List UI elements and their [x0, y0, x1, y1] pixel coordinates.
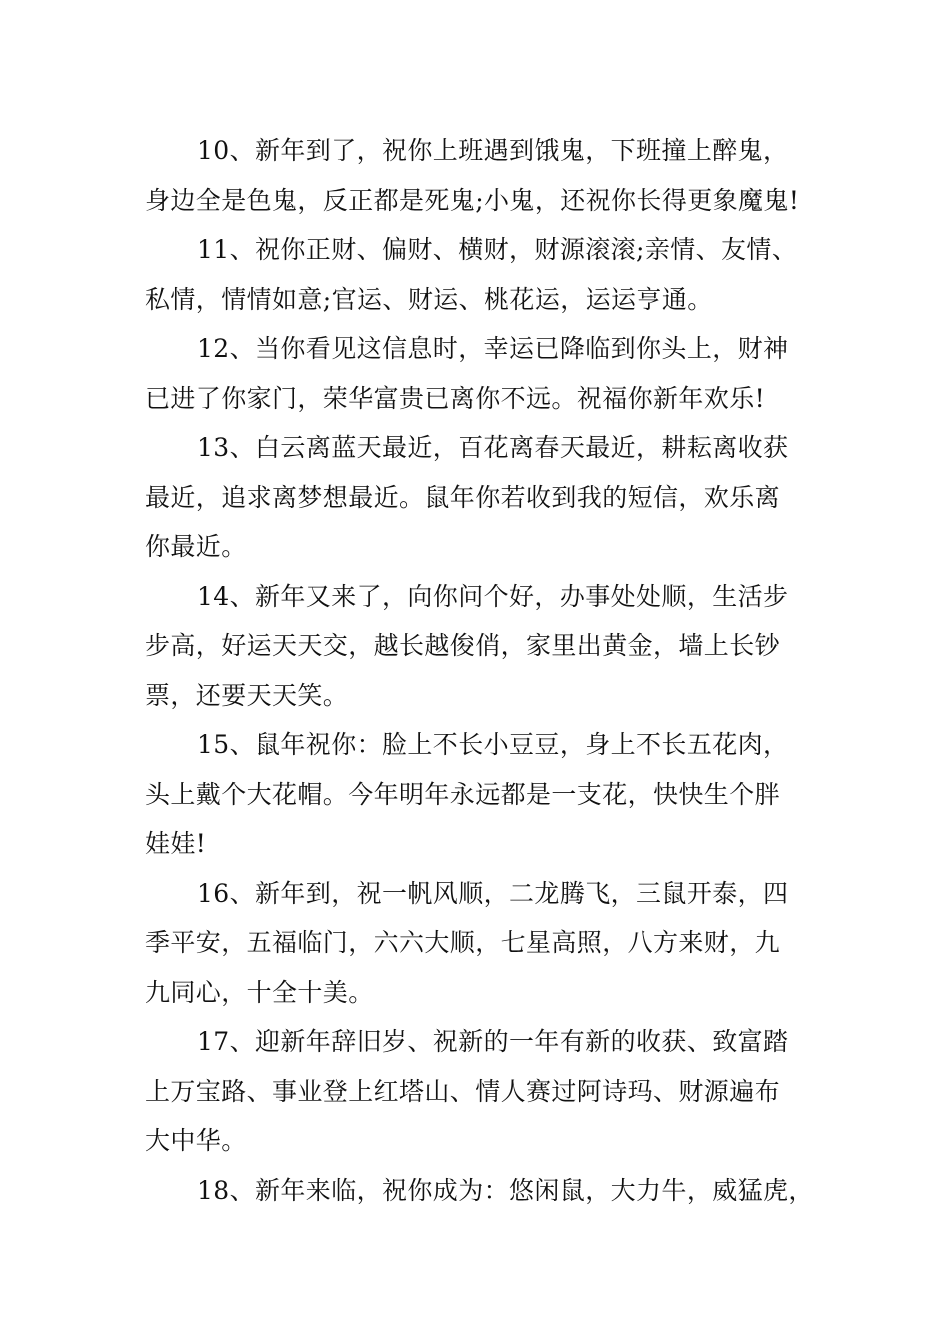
paragraph-line: 17、迎新年辞旧岁、祝新的一年有新的收获、致富踏 — [197, 1027, 789, 1056]
paragraph-line: 15、鼠年祝你：脸上不长小豆豆，身上不长五花肉， — [197, 730, 789, 759]
paragraph-line: 步高，好运天天交，越长越俊俏，家里出黄金，墙上长钞 — [145, 631, 781, 660]
paragraph-line: 12、当你看见这信息时，幸运已降临到你头上，财神 — [197, 334, 789, 363]
paragraph-17 — [145, 1017, 827, 1166]
paragraph-line: 头上戴个大花帽。今年明年永远都是一支花，快快生个胖 — [145, 779, 781, 809]
paragraph-line: 14、新年又来了，向你问个好，办事处处顺，生活步 — [197, 581, 789, 611]
paragraph-11 — [145, 225, 827, 324]
paragraph-line: 10、新年到了，祝你上班遇到饿鬼，下班撞上醉鬼， — [197, 136, 789, 165]
paragraph-line: 上万宝路、事业登上红塔山、情人赛过阿诗玛、财源遍布 — [145, 1076, 781, 1106]
paragraph-16 — [145, 869, 827, 1018]
paragraph-line: 私情，情情如意;官运、财运、桃花运，运运亨通。 — [145, 284, 713, 314]
paragraph-line: 身边全是色鬼，反正都是死鬼;小鬼，还祝你长得更象魔鬼! — [145, 185, 800, 215]
paragraph-18 — [145, 1166, 827, 1216]
paragraph-line: 18、新年来临，祝你成为：悠闲鼠，大力牛，威猛虎， — [197, 1175, 814, 1205]
paragraph-line: 娃娃! — [145, 829, 207, 858]
paragraph-line: 票，还要天天笑。 — [145, 680, 349, 710]
paragraph-line: 季平安，五福临门，六六大顺，七星高照，八方来财，九 — [145, 928, 781, 957]
document-body — [145, 126, 827, 1215]
paragraph-line: 九同心，十全十美。 — [145, 977, 374, 1007]
paragraph-line: 11、祝你正财、偏财、横财，财源滚滚;亲情、友情、 — [197, 235, 798, 264]
paragraph-line: 你最近。 — [145, 532, 247, 561]
paragraph-line: 已进了你家门，荣华富贵已离你不远。祝福你新年欢乐! — [145, 383, 766, 413]
paragraph-line: 大中华。 — [145, 1126, 247, 1155]
paragraph-13 — [145, 423, 827, 572]
paragraph-line: 最近，追求离梦想最近。鼠年你若收到我的短信，欢乐离 — [145, 482, 781, 512]
paragraph-line: 13、白云离蓝天最近，百花离春天最近，耕耘离收获 — [197, 433, 789, 462]
paragraph-line: 16、新年到，祝一帆风顺，二龙腾飞，三鼠开泰，四 — [197, 878, 789, 908]
paragraph-15 — [145, 720, 827, 869]
paragraph-10 — [145, 126, 827, 225]
paragraph-14 — [145, 572, 827, 721]
paragraph-12 — [145, 324, 827, 423]
